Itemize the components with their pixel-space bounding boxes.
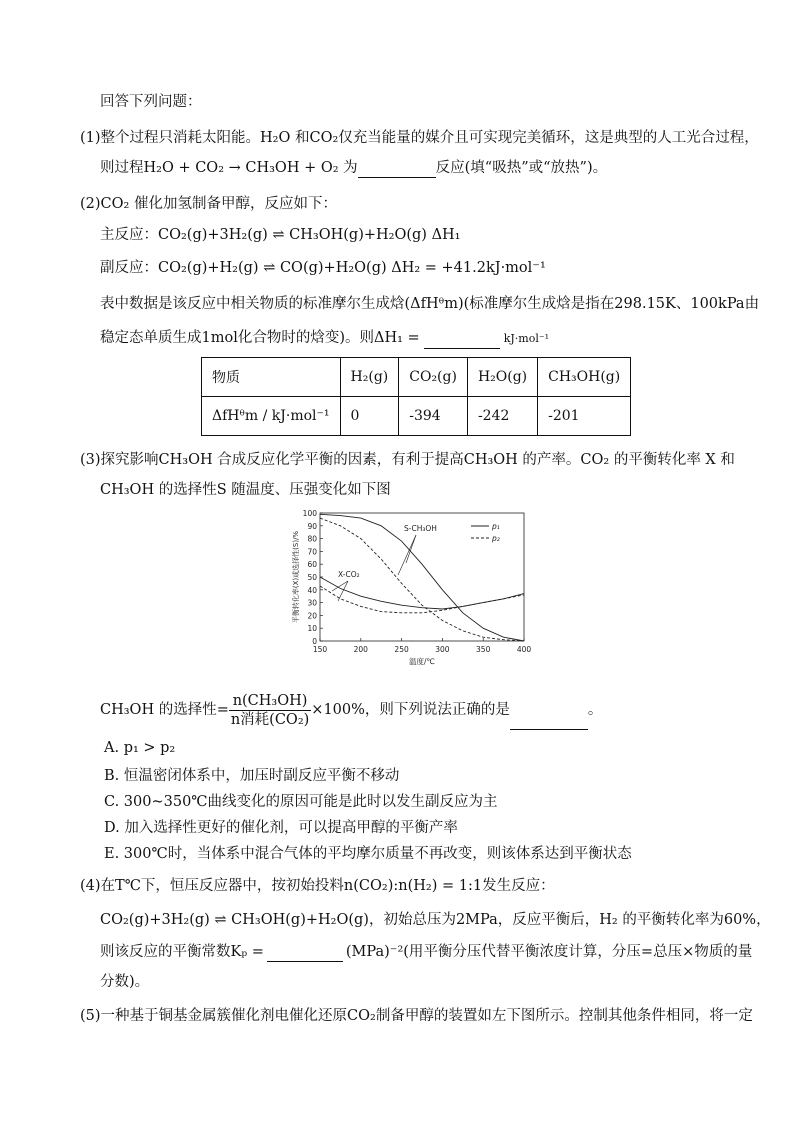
table-cell: ΔfHᶿm / kJ·mol⁻¹ <box>202 397 341 436</box>
q3-line2: CH₃OH 的选择性S 随温度、压强变化如下图 <box>100 482 391 498</box>
table-cell: -201 <box>538 397 631 436</box>
q2-desc2-b: kJ·mol⁻¹ <box>503 332 550 345</box>
q2-desc1: 表中数据是该反应中相关物质的标准摩尔生成焓(ΔfHᶿm)(标准摩尔生成焓是指在298.15K、100kPa由 <box>100 296 760 312</box>
x-tick-label: 400 <box>516 645 532 654</box>
y-tick-label: 10 <box>307 624 317 634</box>
x-co2-p1-line <box>320 577 524 609</box>
y-tick-label: 0 <box>312 637 317 646</box>
q4-line3-a: 则该反应的平衡常数Kₚ = <box>100 944 264 960</box>
q1-line2 <box>100 158 607 178</box>
q3-selectivity-formula: CH₃OH 的选择性= $\frac{\text{n(CH₃OH)}}{\text{n消耗(CO₂)}}$ ×100%，则下列说法正确的是 。 <box>100 690 602 730</box>
q5-line1: (5)一种基于铜基金属簇催化剂电催化还原CO₂制备甲醇的装置如左下图所示。控制其他条件相同，将一定 <box>80 1008 753 1024</box>
s-ch3oh-pointer <box>406 535 416 563</box>
legend-p2-label: p₂ <box>492 534 500 543</box>
selectivity-label: CH₃OH 的选择性= <box>100 702 229 718</box>
selectivity-tail: ×100%，则下列说法正确的是 <box>311 702 510 718</box>
q4-line3 <box>100 942 752 962</box>
y-tick-label: 50 <box>307 573 317 582</box>
q4-line3-b: (MPa)⁻²(用平衡分压代替平衡浓度计算，分压=总压×物质的量 <box>345 944 753 960</box>
q2-desc2-a: 稳定态单质生成1mol化合物时的焓变)。则ΔH₁ = <box>100 330 420 346</box>
x-tick-label: 300 <box>435 645 450 654</box>
q2-line1: (2)CO₂ 催化加氢制备甲醇，反应如下： <box>80 196 337 212</box>
option-d[interactable]: D. 加入选择性更好的催化剂，可以提高甲醇的平衡产率 <box>104 820 458 836</box>
y-tick-label: 30 <box>307 598 317 608</box>
fraction-numerator: n(CH₃OH) <box>229 692 311 711</box>
q2-side-reaction: 副反应：CO₂(g)+H₂(g) ⇌ CO(g)+H₂O(g) ΔH₂ = +41.2kJ·mol⁻¹ <box>100 260 546 276</box>
table-header-cell: CO₂(g) <box>399 358 468 397</box>
q3-line1: (3)探究影响CH₃OH 合成反应化学平衡的因素，有利于提高CH₃OH 的产率。CO₂ 的平衡转化率 X 和 <box>80 452 735 468</box>
y-tick-label: 100 <box>302 509 317 518</box>
y-tick-label: 80 <box>307 534 317 544</box>
enthalpy-table <box>201 357 631 436</box>
y-tick-label: 60 <box>307 560 317 570</box>
table-cell: -242 <box>467 397 537 436</box>
q2-desc2 <box>100 328 549 349</box>
table-header-cell: 物质 <box>202 358 341 397</box>
table-header-row <box>202 358 631 397</box>
intro-text: 回答下列问题： <box>100 94 202 110</box>
q1-line2-b: 反应(填“吸热”或“放热”)。 <box>435 160 608 176</box>
option-e[interactable]: E. 300℃时，当体系中混合气体的平均摩尔质量不再改变，则该体系达到平衡状态 <box>104 846 632 862</box>
q1-answer-blank[interactable] <box>358 161 436 178</box>
table-header-cell: CH₃OH(g) <box>538 358 631 397</box>
y-tick-label: 70 <box>307 547 317 557</box>
table-header-cell: H₂(g) <box>340 358 399 397</box>
x-co2-annotation: X-CO₂ <box>338 570 360 579</box>
q4-line2: CO₂(g)+3H₂(g) ⇌ CH₃OH(g)+H₂O(g)，初始总压为2MPa，反应平衡后，H₂ 的平衡转化率为60%， <box>100 912 771 928</box>
q3-answer-blank[interactable] <box>510 713 588 730</box>
equilibrium-chart <box>276 505 532 669</box>
x-tick-label: 250 <box>394 645 409 654</box>
q4-answer-blank[interactable] <box>267 945 343 962</box>
y-tick-label: 40 <box>307 585 317 595</box>
x-axis-label: 温度/℃ <box>409 657 435 666</box>
table-row <box>202 397 631 436</box>
q1-line1: (1)整个过程只消耗太阳能。H₂O 和CO₂仅充当能量的媒介且可实现完美循环，这是典型的人工光合过程， <box>80 130 759 146</box>
x-tick-label: 350 <box>476 645 491 654</box>
option-c[interactable]: C. 300~350℃曲线变化的原因可能是此时以发生副反应为主 <box>104 794 498 810</box>
option-b[interactable]: B. 恒温密闭体系中，加压时副反应平衡不移动 <box>104 768 400 784</box>
fraction-denominator: n消耗(CO₂) <box>230 711 310 728</box>
table-header-cell: H₂O(g) <box>467 358 537 397</box>
legend-p1-label: p₁ <box>492 522 500 531</box>
chart-labels <box>291 509 531 666</box>
y-tick-label: 20 <box>307 611 317 621</box>
y-axis-label: 平衡转化率(X)或选择性(S)/% <box>292 530 300 624</box>
s-ch3oh-annotation: S-CH₃OH <box>404 524 437 533</box>
q2-main-reaction: 主反应：CO₂(g)+3H₂(g) ⇌ CH₃OH(g)+H₂O(g) ΔH₁ <box>100 227 461 243</box>
selectivity-fraction <box>229 692 311 729</box>
x-tick-label: 200 <box>353 645 368 654</box>
table-cell: 0 <box>340 397 399 436</box>
x-co2-p2-line <box>320 586 524 613</box>
q1-line2-a: 则过程H₂O + CO₂ → CH₃OH + O₂ 为 <box>100 160 358 176</box>
option-a[interactable]: A. p₁ > p₂ <box>104 740 176 756</box>
table-cell: -394 <box>399 397 468 436</box>
q4-line1: (4)在T℃下，恒压反应器中，按初始投料n(CO₂):n(H₂) = 1:1发生反应： <box>80 878 555 894</box>
q4-line4: 分数)。 <box>100 974 150 990</box>
q2-answer-blank[interactable] <box>424 332 500 349</box>
y-tick-label: 90 <box>307 521 317 531</box>
x-tick-label: 150 <box>312 645 328 654</box>
